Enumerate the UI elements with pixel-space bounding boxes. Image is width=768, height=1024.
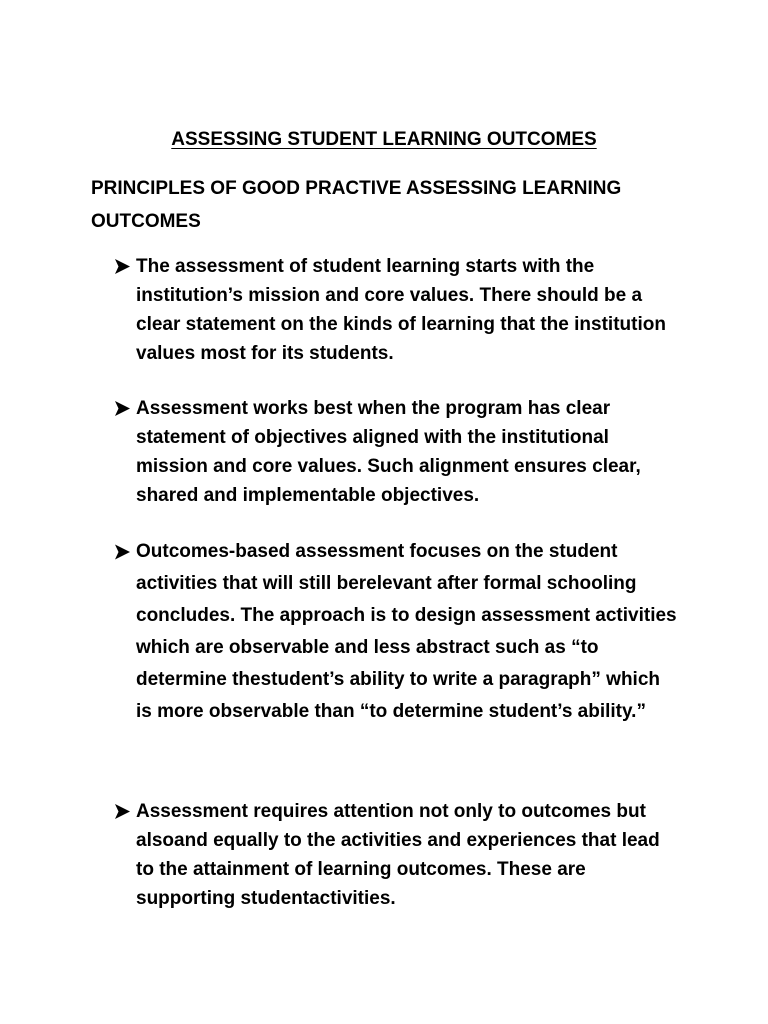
bullet-text: Assessment works best when the program has clear statement of objectives aligned with the institutional mission and core values. Such alignment ensures clear, shared and implementable objectives. bbox=[136, 398, 641, 506]
bullet-item bbox=[113, 394, 693, 510]
document-title: ASSESSING STUDENT LEARNING OUTCOMES bbox=[171, 129, 597, 150]
arrowhead-bullet-icon bbox=[113, 797, 133, 826]
arrowhead-bullet-icon bbox=[113, 252, 133, 281]
arrowhead-bullet-icon bbox=[113, 394, 133, 423]
bullet-item bbox=[113, 797, 693, 913]
bullet-text: Outcomes-based assessment focuses on the student activities that will still berelevant after formal schooling concludes. The approach is to design assessment activities which are observable and less abstract such as “to determine thestudent’s ability to write a paragraph” which is more observable than “to determine student’s ability.” bbox=[136, 541, 677, 722]
section-heading: PRINCIPLES OF GOOD PRACTIVE ASSESSING LEARNING OUTCOMES bbox=[91, 178, 622, 232]
bullet-item bbox=[113, 252, 693, 368]
bullet-text: Assessment requires attention not only to outcomes but alsoand equally to the activities and experiences that lead to the attainment of learning outcomes. These are supporting studentactivities. bbox=[136, 801, 660, 909]
arrowhead-bullet-icon bbox=[113, 536, 133, 568]
bullet-item bbox=[113, 536, 693, 728]
bullet-text: The assessment of student learning starts with the institution’s mission and core values. There should be a clear statement on the kinds of learning that the institution values most for its students. bbox=[136, 256, 666, 364]
